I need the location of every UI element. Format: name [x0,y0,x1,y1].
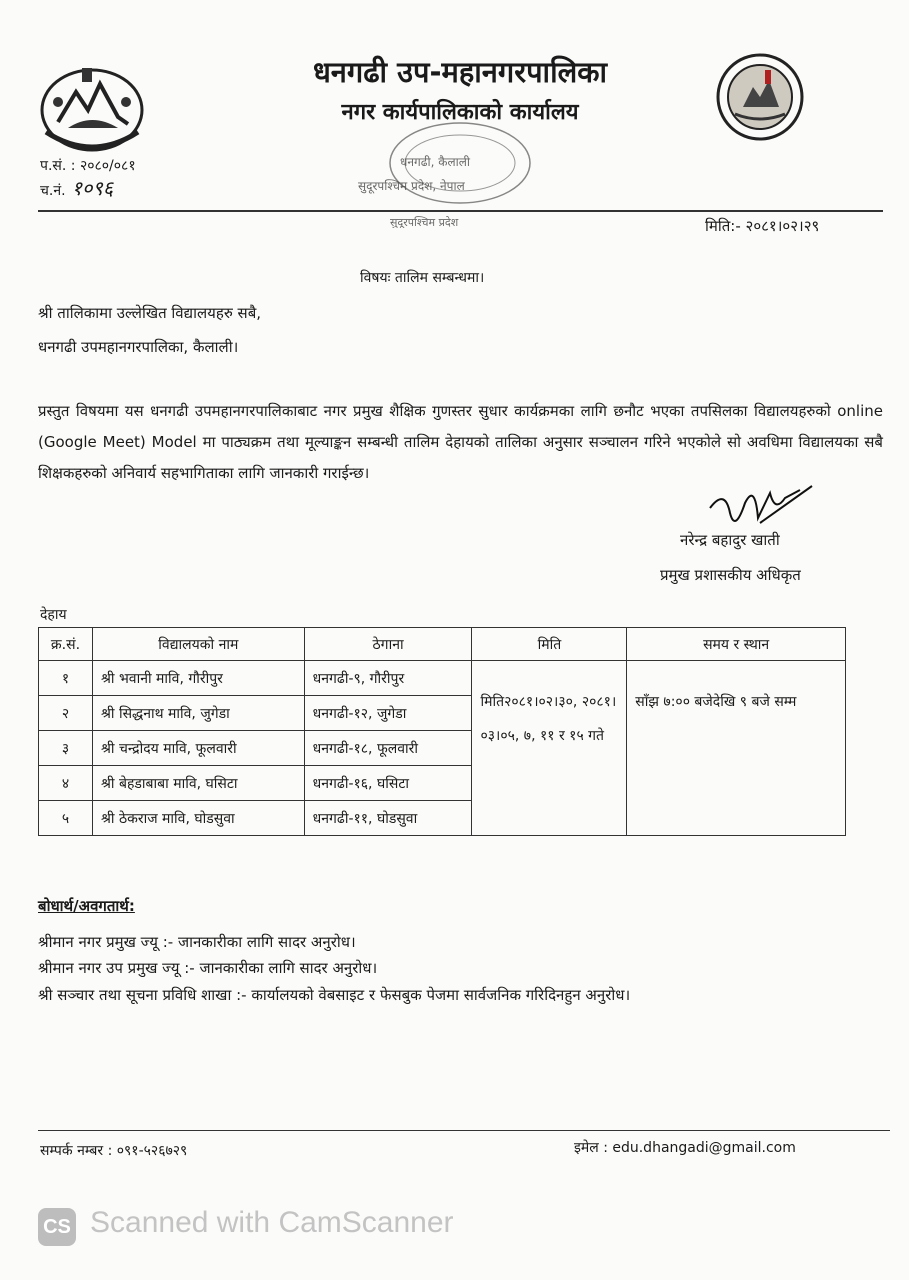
subject-line: विषयः तालिम सम्बन्धमा। [360,270,485,286]
cell-school: श्री सिद्धनाथ मावि, जुगेडा [92,696,304,731]
handwritten-signature [700,478,820,538]
nepal-emblem-logo [38,62,146,154]
cell-address: धनगढी-११, घोडसुवा [304,801,472,836]
cc-line: श्री सञ्चार तथा सूचना प्रविधि शाखा :- कार्यालयको वेबसाइट र फेसबुक पेजमा सार्वजनिक गरिदिनहुन अनुरोध। [38,986,631,1004]
footer-email: इमेल : edu.dhangadi@gmail.com [574,1140,796,1156]
cell-time-place: साँझ ७:०० बजेदेखि ९ बजे सम्म [627,661,846,836]
address-line-1: श्री तालिकामा उल्लेखित विद्यालयहरु सबै, [38,304,262,322]
cell-sn: ३ [39,731,93,766]
header-sn: क्र.सं. [39,628,93,661]
cell-sn: ५ [39,801,93,836]
table-header-row [39,628,846,661]
svg-text:सुदूरपश्चिम प्रदेश, नेपाल: सुदूरपश्चिम प्रदेश, नेपाल [358,179,465,193]
signatory-name: नरेन्द्र बहादुर खाती [680,531,780,549]
cell-address: धनगढी-१२, जुगेडा [304,696,472,731]
cc-line: श्रीमान नगर उप प्रमुख ज्यू :- जानकारीका लागि सादर अनुरोध। [38,959,378,977]
cc-title: बोधार्थ/अवगतार्थ: [38,897,135,915]
cell-sn: २ [39,696,93,731]
cell-school: श्री भवानी मावि, गौरीपुर [92,661,304,696]
ps-value: २०८०/०८१ [79,158,136,174]
cn-label: च.नं. [40,183,66,199]
signatory-title: प्रमुख प्रशासकीय अधिकृत [660,566,801,584]
cell-date: मिति२०८१।०२।३०, २०८१।०३।०५, ७, ११ र १५ गते [472,661,627,836]
reference-block [40,155,136,202]
office-title: धनगढी उप-महानगरपालिका [312,55,608,89]
ps-label: प.सं. : [40,158,76,174]
header-date: मिति [472,628,627,661]
letter-date: मिति:- २०८१।०२।२९ [705,217,820,235]
cell-school: श्री बेहडाबाबा मावि, घसिटा [92,766,304,801]
letter-body: प्रस्तुत विषयमा यस धनगढी उपमहानगरपालिकाबाट नगर प्रमुख शैक्षिक गुणस्तर सुधार कार्यक्रमका लागि छनौट भएका तपसिलका विद्यालयहरुको online (Google Meet) Model मा पाठ्यक्रम तथा मूल्याङ्कन सम्बन्धी तालिम देहायको तालिका अनुसार सञ्चालन गरिने भएकोले सो अवधिमा विद्यालयका सबै शिक्षकहरुको अनिवार्य सहभागिताका लागि जानकारी गराईन्छ। [38,402,883,482]
header-school: विद्यालयको नाम [92,628,304,661]
cell-address: धनगढी-१८, फूलवारी [304,731,472,766]
footer-phone: सम्पर्क नम्बर : ०९१-५२६७२९ [40,1143,188,1159]
footer-divider [38,1130,890,1131]
table-label: देहाय [40,607,67,623]
office-subtitle: नगर कार्यपालिकाको कार्यालय [341,100,579,125]
cell-address: धनगढी-९, गौरीपुर [304,661,472,696]
cell-sn: ४ [39,766,93,801]
header-address: ठेगाना [304,628,472,661]
header-divider [38,210,883,212]
camscanner-watermark: Scanned with CamScanner [90,1206,454,1239]
cell-school: श्री ठेकराज मावि, घोडसुवा [92,801,304,836]
svg-text:धनगढी, कैलाली: धनगढी, कैलाली [400,155,470,169]
schedule-table [38,627,846,836]
header-time-place: समय र स्थान [627,628,846,661]
cell-school: श्री चन्द्रोदय मावि, फूलवारी [92,731,304,766]
cell-sn: १ [39,661,93,696]
address-line-2: धनगढी उपमहानगरपालिका, कैलाली। [38,338,239,356]
cc-line: श्रीमान नगर प्रमुख ज्यू :- जानकारीका लागि सादर अनुरोध। [38,933,356,951]
svg-text:सुदूरपश्चिम प्रदेश: सुदूरपश्चिम प्रदेश [390,216,459,228]
cn-value: १०९६ [71,176,114,200]
table-row [39,661,846,696]
camscanner-logo-icon: CS [38,1208,76,1246]
cell-address: धनगढी-१६, घसिटा [304,766,472,801]
